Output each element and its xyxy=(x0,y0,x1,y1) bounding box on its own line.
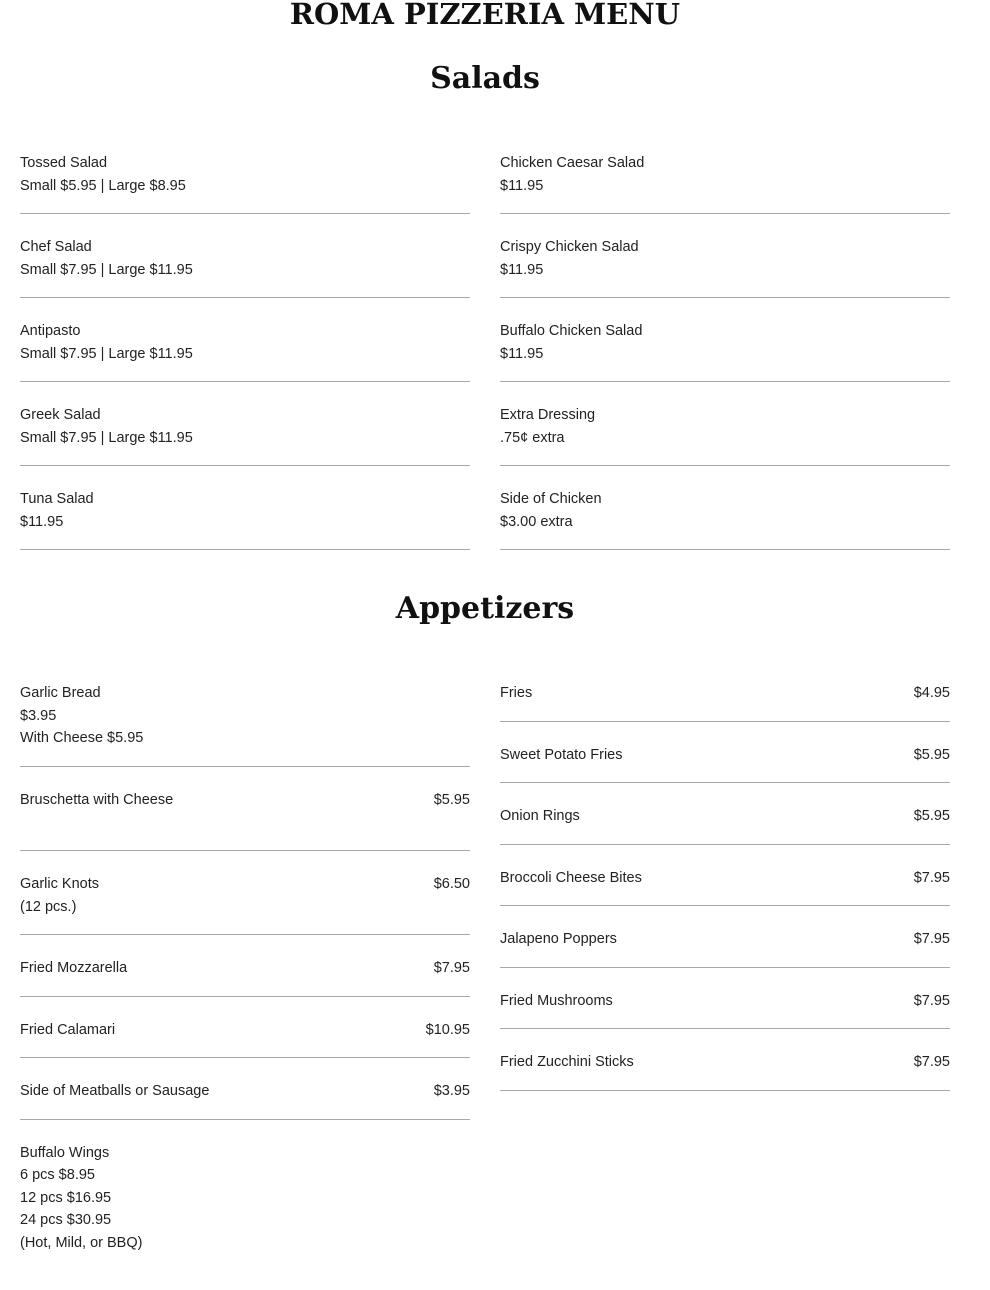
item-price: $7.95 xyxy=(913,1054,950,1070)
item-price: $5.95 xyxy=(913,746,950,763)
item-name: Broccoli Cheese Bites xyxy=(500,869,642,886)
item-price: $7.95 xyxy=(913,869,950,886)
item-price: Small $5.95 | Large $8.95 xyxy=(20,177,186,194)
menu-item-fried-zucchini-sticks xyxy=(500,1049,950,1091)
item-name: Chicken Caesar Salad xyxy=(500,155,645,171)
menu-item-chicken-caesar-salad xyxy=(500,150,950,214)
item-name: Garlic Knots xyxy=(20,876,99,892)
item-price-line: 12 pcs $16.95 xyxy=(20,1189,112,1206)
item-name: Greek Salad xyxy=(20,407,101,423)
menu-item-fries xyxy=(500,680,950,722)
salads-right-column xyxy=(500,150,950,570)
item-price: Small $7.95 | Large $11.95 xyxy=(20,345,193,362)
item-name: Fried Zucchini Sticks xyxy=(500,1054,634,1070)
item-price: $7.95 xyxy=(913,992,950,1009)
menu-item-tuna-salad xyxy=(20,486,470,550)
menu-item-fried-mushrooms xyxy=(500,988,950,1030)
menu-item-sweet-potato-fries xyxy=(500,742,950,784)
item-price: $3.00 extra xyxy=(500,513,573,530)
item-price: Small $7.95 | Large $11.95 xyxy=(20,261,193,278)
appetizers-heading: Appetizers xyxy=(395,591,575,626)
menu-item-broccoli-cheese-bites xyxy=(500,865,950,907)
item-price: $4.95 xyxy=(913,685,950,701)
item-price: $3.95 xyxy=(433,1083,470,1099)
item-name: Bruschetta with Cheese xyxy=(20,791,174,808)
item-price: $7.95 xyxy=(913,931,950,947)
menu-item-tossed-salad xyxy=(20,150,470,214)
menu-item-side-meatballs-sausage xyxy=(20,1078,470,1120)
item-name: Fried Mozzarella xyxy=(20,960,128,976)
item-price-line: 6 pcs $8.95 xyxy=(20,1167,95,1183)
menu-item-jalapeno-poppers xyxy=(500,926,950,968)
item-price: $5.95 xyxy=(433,791,470,808)
item-name: Garlic Bread xyxy=(20,685,101,701)
item-price: $10.95 xyxy=(425,1021,470,1038)
item-name: Jalapeno Poppers xyxy=(500,931,617,947)
item-price: $3.95 xyxy=(20,707,57,724)
item-price: $7.95 xyxy=(433,960,470,976)
menu-item-extra-dressing xyxy=(500,402,950,466)
menu-item-bruschetta xyxy=(20,787,470,852)
item-name: Sweet Potato Fries xyxy=(500,746,623,763)
menu-item-garlic-bread xyxy=(20,680,470,767)
item-name: Crispy Chicken Salad xyxy=(500,239,639,255)
salads-heading: Salads xyxy=(430,61,540,96)
appetizers-left-column xyxy=(20,680,470,1290)
item-name: Fries xyxy=(500,685,533,701)
page-title: ROMA PIZZERIA MENU xyxy=(289,0,681,31)
item-extra: With Cheese $5.95 xyxy=(20,730,144,746)
item-name: Tuna Salad xyxy=(20,491,94,507)
item-name: Buffalo Chicken Salad xyxy=(500,323,643,339)
item-note: (12 pcs.) xyxy=(20,898,77,915)
item-name: Extra Dressing xyxy=(500,407,596,423)
menu-item-antipasto xyxy=(20,318,470,382)
item-price: Small $7.95 | Large $11.95 xyxy=(20,429,193,446)
item-name: Antipasto xyxy=(20,323,81,339)
menu-item-fried-mozzarella xyxy=(20,955,470,997)
menu-item-chef-salad xyxy=(20,234,470,298)
menu-item-greek-salad xyxy=(20,402,470,466)
salads-left-column xyxy=(20,150,470,570)
item-name: Side of Chicken xyxy=(500,491,602,507)
menu-item-fried-calamari xyxy=(20,1017,470,1059)
item-name: Fried Calamari xyxy=(20,1021,116,1038)
item-price: $5.95 xyxy=(913,808,950,824)
item-price: $6.50 xyxy=(433,876,470,892)
item-price: $11.95 xyxy=(500,261,544,278)
item-name: Chef Salad xyxy=(20,239,92,255)
item-name: Buffalo Wings xyxy=(20,1144,110,1161)
menu-item-onion-rings xyxy=(500,803,950,845)
menu-item-crispy-chicken-salad xyxy=(500,234,950,298)
menu-item-buffalo-wings xyxy=(20,1140,470,1271)
item-price-line: 24 pcs $30.95 xyxy=(20,1212,112,1228)
menu-item-buffalo-chicken-salad xyxy=(500,318,950,382)
item-price: .75¢ extra xyxy=(500,429,565,446)
menu-item-garlic-knots xyxy=(20,871,470,935)
item-name: Side of Meatballs or Sausage xyxy=(20,1083,210,1099)
item-note: (Hot, Mild, or BBQ) xyxy=(20,1234,143,1251)
item-name: Fried Mushrooms xyxy=(500,992,613,1009)
item-price: $11.95 xyxy=(20,513,64,530)
item-name: Tossed Salad xyxy=(20,155,108,171)
menu-item-side-of-chicken xyxy=(500,486,950,550)
item-price: $11.95 xyxy=(500,177,544,194)
appetizers-right-column xyxy=(500,680,950,1111)
item-price: $11.95 xyxy=(500,345,544,362)
item-name: Onion Rings xyxy=(500,808,580,824)
